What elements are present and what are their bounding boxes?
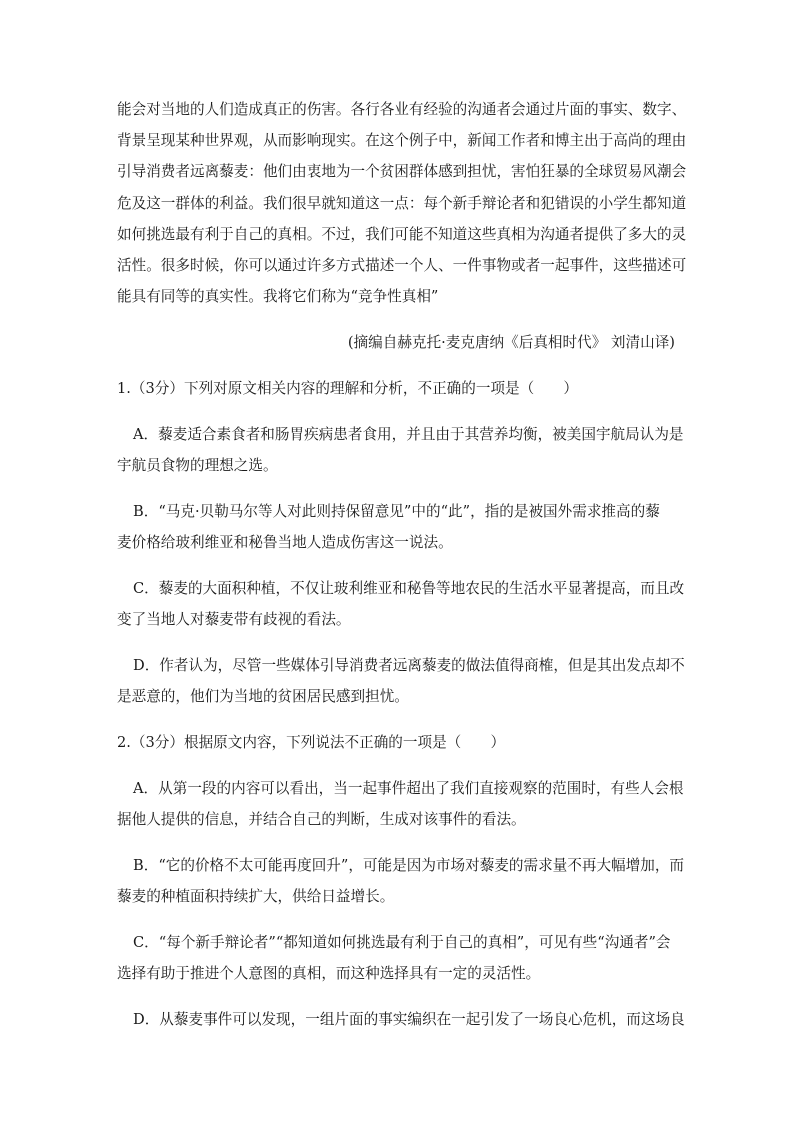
option-line: B．“马克·贝勒马尔等人对此则持保留意见”中的“此”，指的是被国外需求推高的藜 (133, 503, 660, 520)
option-line: 藜麦的种植面积持续扩大，供给日益增长。 (117, 888, 395, 905)
option-line: 麦价格给玻利维亚和秘鲁当地人造成伤害这一说法。 (117, 534, 453, 551)
option-line: A．藜麦适合素食者和肠胃疾病患者食用，并且由于其营养均衡，被美国宇航局认为是 (133, 426, 684, 443)
passage-line: 能具有同等的真实性。我将它们称为“竞争性真相” (117, 288, 439, 305)
option-line: A．从第一段的内容可以看出，当一起事件超出了我们直接观察的范围时，有些人会根 (133, 780, 684, 797)
option-line: 是恶意的，他们为当地的贫困居民感到担忧。 (117, 688, 409, 705)
option-line: 选择有助于推进个人意图的真相，而这种选择具有一定的灵活性。 (117, 965, 541, 982)
passage-line: 能会对当地的人们造成真正的伤害。各行各业有经验的沟通者会通过片面的事实、数字、 (117, 101, 687, 118)
option-line: 据他人提供的信息，并结合自己的判断，生成对该事件的看法。 (117, 811, 526, 828)
option-line: C．藜麦的大面积种植，不仅让玻利维亚和秘鲁等地农民的生活水平显著提高，而且改 (133, 580, 685, 597)
passage-line: 背景呈现某种世界观，从而影响现实。在这个例子中，新闻工作者和博主出于高尚的理由 (117, 132, 687, 149)
option-line: 宇航员食物的理想之选。 (117, 457, 278, 474)
passage-line: 如何挑选最有利于自己的真相。不过，我们可能不知道这些真相为沟通者提供了多大的灵 (117, 226, 687, 243)
option-line: 变了当地人对藜麦带有歧视的看法。 (117, 611, 351, 628)
option-line: D．作者认为，尽管一些媒体引导消费者远离藜麦的做法值得商榷，但是其出发点却不 (133, 657, 685, 674)
passage-line: 引导消费者远离藜麦：他们由衷地为一个贫困群体感到担忧，害怕狂暴的全球贸易风潮会 (117, 163, 687, 180)
question-stem: 2.（3分）根据原文内容，下列说法不正确的一项是（ ） (117, 734, 506, 751)
citation: (摘编自赫克托·麦克唐纳《后真相时代》 刘清山译) (347, 334, 675, 351)
passage-line: 危及这一群体的利益。我们很早就知道这一点：每个新手辩论者和犯错误的小学生都知道 (117, 195, 687, 212)
passage-line: 活性。很多时候，你可以通过许多方式描述一个人、一件事物或者一起事件，这些描述可 (117, 257, 687, 274)
option-line: C．“每个新手辩论者”“都知道如何挑选最有利于自己的真相”，可见有些“沟通者”会 (133, 934, 671, 951)
option-line: D．从藜麦事件可以发现，一组片面的事实编织在一起引发了一场良心危机，而这场良 (133, 1011, 685, 1028)
option-line: B．“它的价格不太可能再度回升”，可能是因为市场对藜麦的需求量不再大幅增加，而 (133, 857, 685, 874)
question-stem: 1.（3分）下列对原文相关内容的理解和分析，不正确的一项是（ ） (117, 380, 579, 397)
